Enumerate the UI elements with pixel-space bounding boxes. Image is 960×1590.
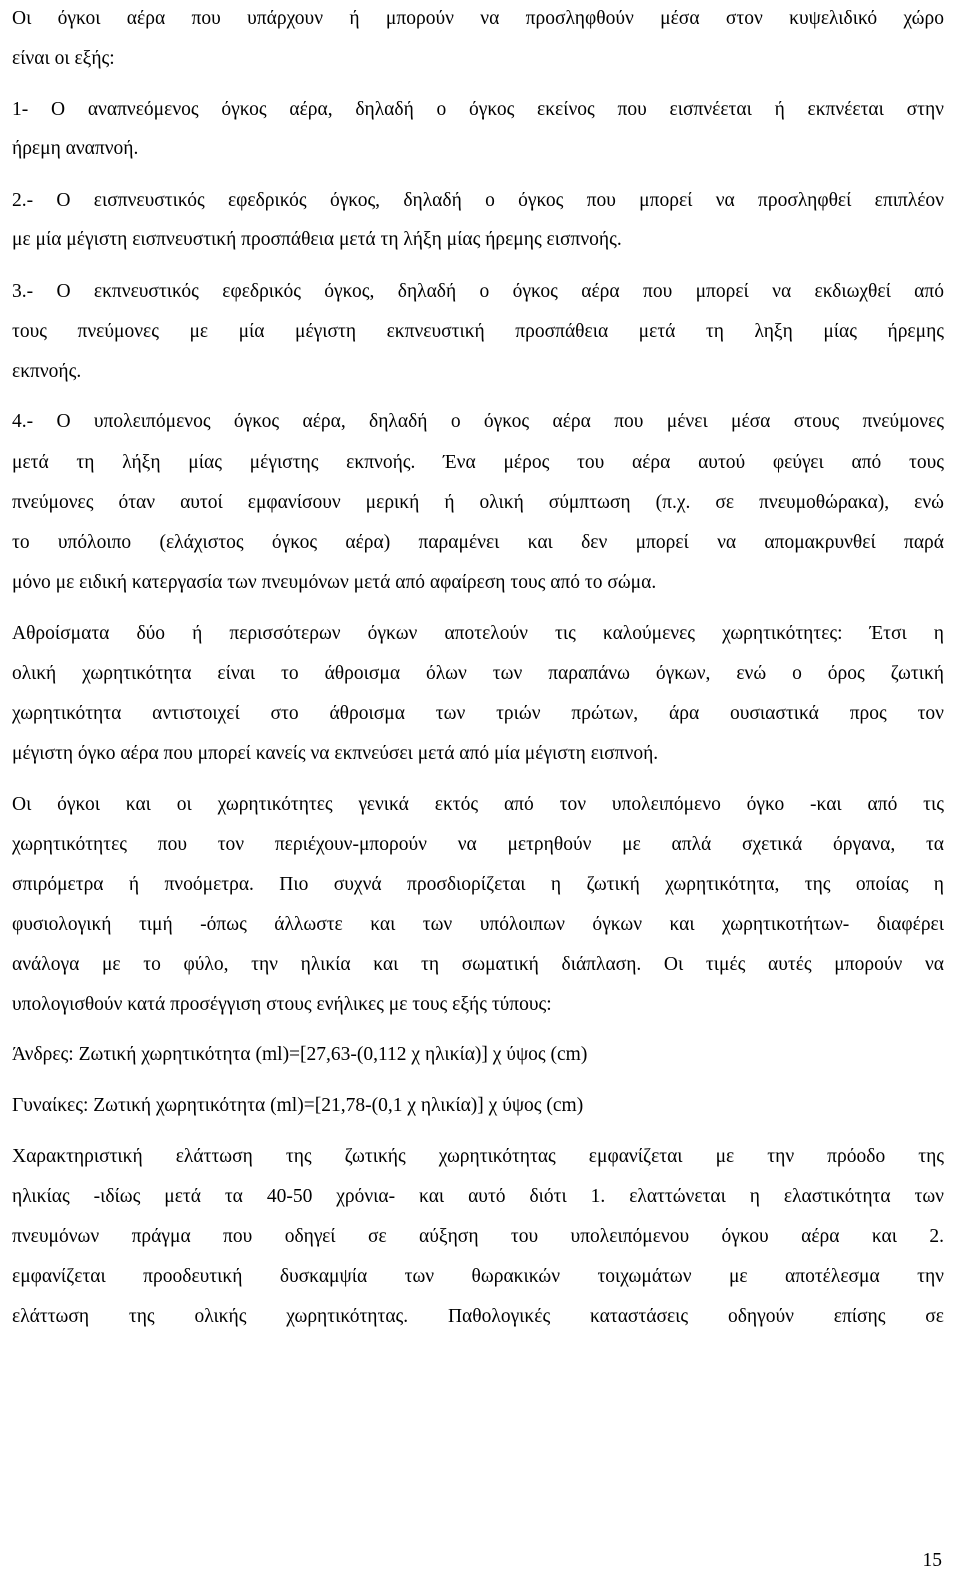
text-line: υπολογισθούν κατά προσέγγιση στους ενήλικες με τους εξής τύπους: bbox=[12, 994, 552, 1015]
text-line: μετά τη λήξη μίας μέγιστης εκπνοής. Ένα μέρος του αέρα αυτού φεύγει από τους bbox=[12, 452, 944, 473]
text-line: εμφανίζεται προοδευτική δυσκαμψία των θωρακικών τοιχωμάτων με αποτέλεσμα την bbox=[12, 1266, 944, 1287]
text-line: 4.- Ο υπολειπόμενος όγκος αέρα, δηλαδή ο όγκος αέρα που μένει μέσα στους πνεύμονες bbox=[12, 411, 944, 432]
text-line: τους πνεύμονες με μία μέγιστη εκπνευστική προσπάθεια μετά τη ληξη μίας ήρεμης bbox=[12, 321, 944, 342]
text-line: ανάλογα με το φύλο, την ηλικία και τη σωματική διάπλαση. Οι τιμές αυτές μπορούν να bbox=[12, 954, 944, 975]
text-line: φυσιολογική τιμή -όπως άλλωστε και των υπόλοιπων όγκων και χωρητικοτήτων- διαφέρει bbox=[12, 914, 944, 935]
text-line: χωρητικότητες που τον περιέχουν-μπορούν να μετρηθούν με απλά σχετικά όργανα, τα bbox=[12, 834, 944, 855]
text-line: με μία μέγιστη εισπνευστική προσπάθεια μετά τη λήξη μίας ήρεμης εισπνοής. bbox=[12, 229, 622, 250]
text-line: Οι όγκοι αέρα που υπάρχουν ή μπορούν να προσληφθούν μέσα στον κυψελιδικό χώρο bbox=[12, 8, 944, 29]
text-line: Αθροίσματα δύο ή περισσότερων όγκων αποτελούν τις καλούμενες χωρητικότητες: Έτσι η bbox=[12, 623, 944, 644]
text-line: 3.- Ο εκπνευστικός εφεδρικός όγκος, δηλαδή ο όγκος αέρα που μπορεί να εκδιωχθεί από bbox=[12, 281, 944, 302]
text-line: Χαρακτηριστική ελάττωση της ζωτικής χωρητικότητας εμφανίζεται με την πρόοδο της bbox=[12, 1146, 944, 1167]
text-line: ελάττωση της ολικής χωρητικότητας. Παθολογικές καταστάσεις οδηγούν επίσης σε bbox=[12, 1306, 944, 1327]
text-line: εκπνοής. bbox=[12, 361, 82, 382]
text-line: χωρητικότητα αντιστοιχεί στο άθροισμα των τριών πρώτων, άρα ουσιαστικά προς τον bbox=[12, 703, 944, 724]
text-line: μόνο με ειδική κατεργασία των πνευμόνων μετά από αφαίρεση τους από το σώμα. bbox=[12, 572, 657, 593]
text-line: Άνδρες: Ζωτική χωρητικότητα (ml)=[27,63-(0,112 χ ηλικία)] χ ύψος (cm) bbox=[12, 1044, 588, 1065]
text-line: πνεύμονες όταν αυτοί εμφανίσουν μερική ή ολική σύμπτωση (π.χ. σε πνευμοθώρακα), ενώ bbox=[12, 492, 944, 513]
text-line: πνευμόνων πράγμα που οδηγεί σε αύξηση του υπολειπόμενου όγκου αέρα και 2. bbox=[12, 1226, 944, 1247]
text-line: μέγιστη όγκο αέρα που μπορεί κανείς να εκπνεύσει μετά από μία μέγιστη εισπνοή. bbox=[12, 743, 659, 764]
text-line: το υπόλοιπο (ελάχιστος όγκος αέρα) παραμένει και δεν μπορεί να απομακρυνθεί παρά bbox=[12, 532, 944, 553]
text-line: 2.- Ο εισπνευστικός εφεδρικός όγκος, δηλαδή ο όγκος που μπορεί να προσληφθεί επιπλέον bbox=[12, 190, 944, 211]
text-line: 1- Ο αναπνεόμενος όγκος αέρα, δηλαδή ο όγκος εκείνος που εισπνέεται ή εκπνέεται στην bbox=[12, 99, 944, 120]
text-line: ήρεμη αναπνοή. bbox=[12, 138, 139, 159]
text-line: ολική χωρητικότητα είναι το άθροισμα όλων των παραπάνω όγκων, ενώ ο όρος ζωτική bbox=[12, 663, 944, 684]
text-line: Οι όγκοι και οι χωρητικότητες γενικά εκτός από τον υπολειπόμενο όγκο -και από τις bbox=[12, 794, 944, 815]
text-line: ηλικίας -ιδίως μετά τα 40-50 χρόνια- και αυτό διότι 1. ελαττώνεται η ελαστικότητα των bbox=[12, 1186, 944, 1207]
text-line: σπιρόμετρα ή πνοόμετρα. Πιο συχνά προσδιορίζεται η ζωτική χωρητικότητα, της οποίας η bbox=[12, 874, 944, 895]
text-line: είναι οι εξής: bbox=[12, 48, 115, 69]
text-line: Γυναίκες: Ζωτική χωρητικότητα (ml)=[21,78-(0,1 χ ηλικία)] χ ύψος (cm) bbox=[12, 1095, 584, 1116]
page-number: 15 bbox=[922, 1550, 942, 1571]
